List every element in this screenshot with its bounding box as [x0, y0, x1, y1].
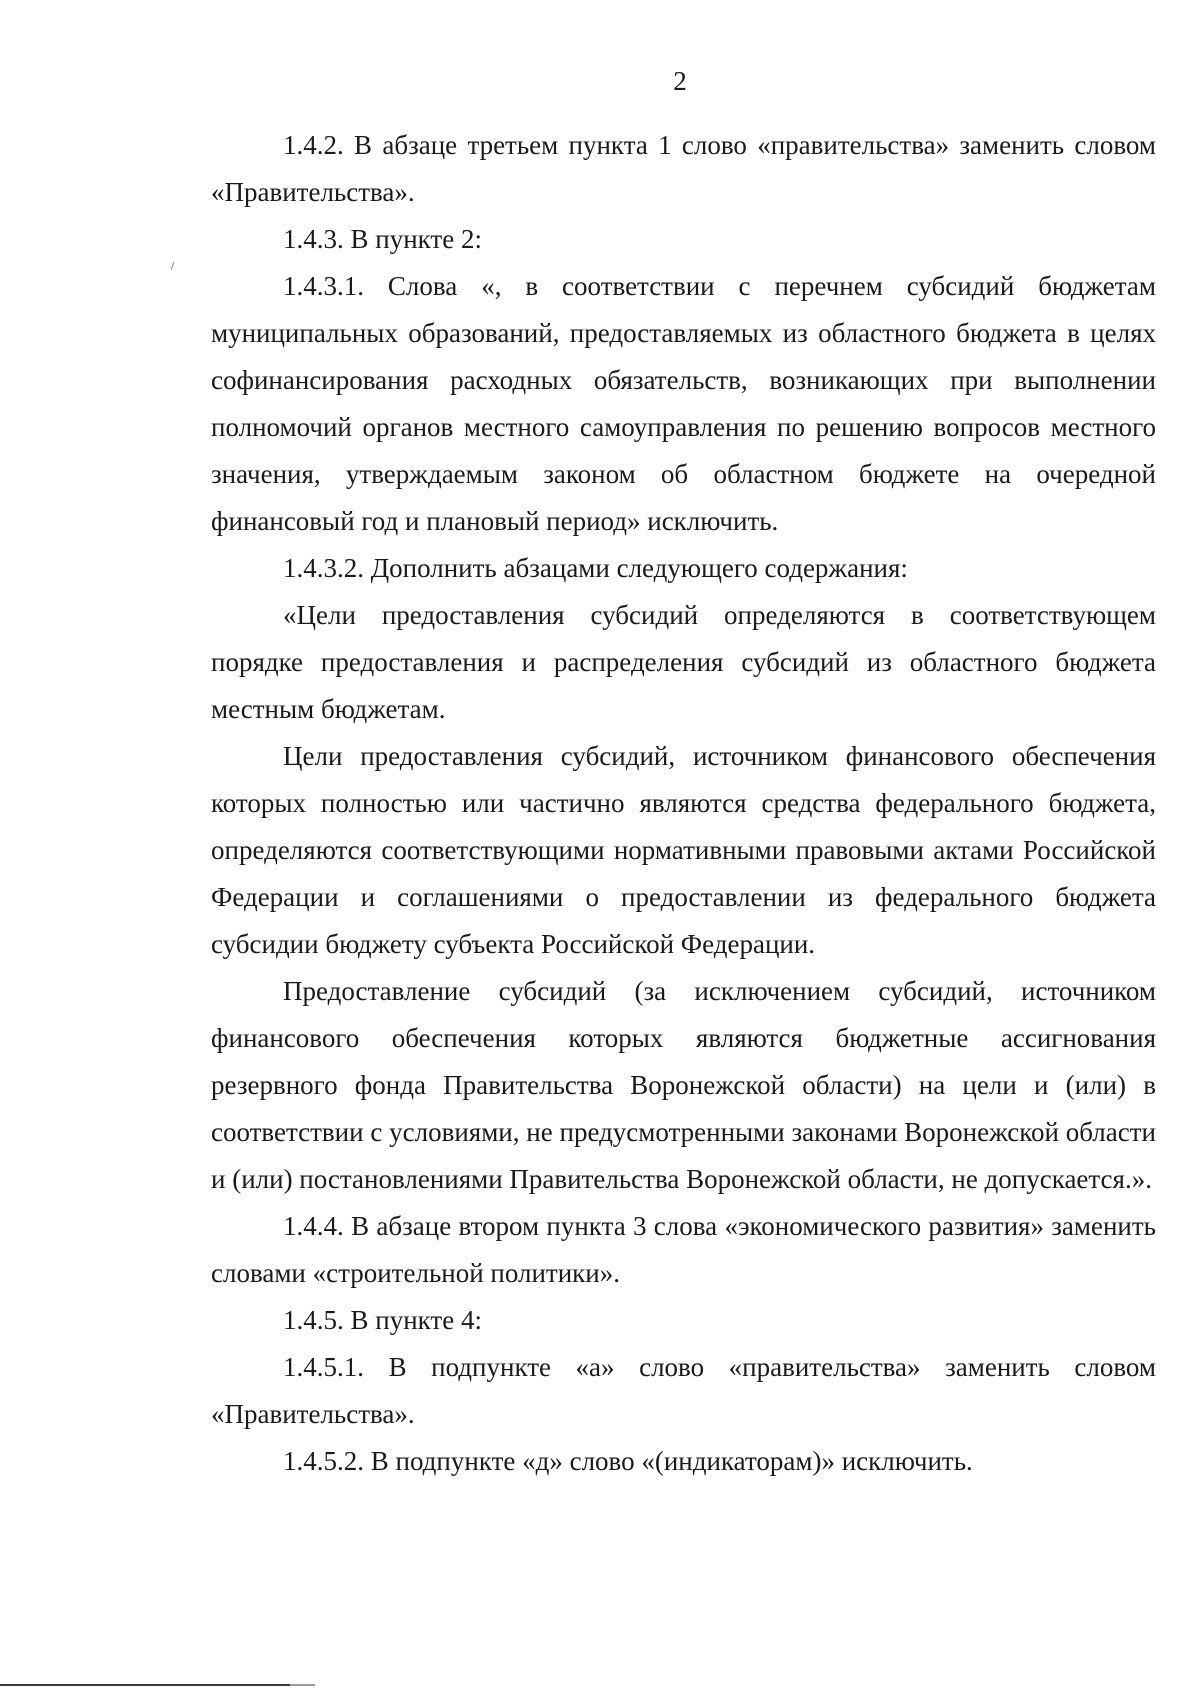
paragraph-federal-goals: Цели предоставления субсидий, источником финансового обеспечения которых полностью или частично являются средства федерального бюджета, определяются соответствующими нормативными правовыми актами Российской Федерации и соглашениями о предоставлении из федерального бюджета субсидии бюджету субъекта Российской Федерации. [211, 741, 1156, 959]
paragraph-1-4-2: 1.4.2. В абзаце третьем пункта 1 слово «правительства» заменить словом «Правительства». [211, 130, 1156, 207]
scan-bottom-rule [0, 1684, 290, 1686]
paragraph-1-4-3: 1.4.3. В пункте 2: [283, 224, 482, 254]
paragraph-1-4-3-2: 1.4.3.2. Дополнить абзацами следующего содержания: [283, 553, 908, 583]
page-number: 2 [673, 66, 687, 96]
paragraph-1-4-5-2: 1.4.5.2. В подпункте «д» слово «(индикаторам)» исключить. [283, 1446, 973, 1476]
paragraph-1-4-5: 1.4.5. В пункте 4: [283, 1305, 482, 1335]
paragraph-quote-goals: «Цели предоставления субсидий определяются в соответствующем порядке предоставления и распределения субсидий из областного бюджета местным бюджетам. [211, 600, 1156, 724]
paragraph-1-4-4: 1.4.4. В абзаце втором пункта 3 слова «экономического развития» заменить словами «строительной политики». [211, 1211, 1156, 1288]
document-body [211, 122, 1156, 1485]
paragraph-1-4-3-1: 1.4.3.1. Слова «, в соответствии с перечнем субсидий бюджетам муниципальных образований, предоставляемых из областного бюджета в целях софинансирования расходных обязательств, возникающих при выполнении полномочий органов местного самоуправления по решению вопросов местного значения, утверждаемым законом об областном бюджете на очередной финансовый год и плановый период» исключить. [211, 271, 1156, 536]
scan-bottom-rule-faint [290, 1684, 315, 1686]
paragraph-subsidy-restriction: Предоставление субсидий (за исключением субсидий, источником финансового обеспечения которых являются бюджетные ассигнования резервного фонда Правительства Воронежской области) на цели и (или) в соответствии с условиями, не предусмотренными законами Воронежской области и (или) постановлениями Правительства Воронежской области, не допускается.». [211, 976, 1156, 1194]
scan-artifact-mark [171, 262, 175, 270]
paragraph-1-4-5-1: 1.4.5.1. В подпункте «а» слово «правительства» заменить словом «Правительства». [211, 1352, 1156, 1429]
